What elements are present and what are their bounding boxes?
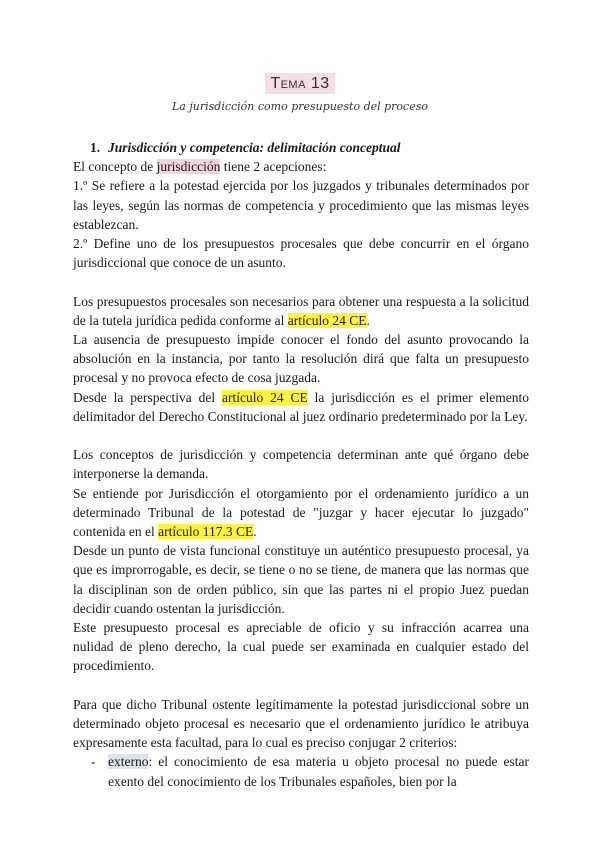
document-body bbox=[73, 138, 529, 791]
text-run: Desde la perspectiva del bbox=[73, 389, 222, 405]
paragraph-funcional: Desde un punto de vista funcional constituye un auténtico presupuesto procesal, ya que es improrrogable, es decir, se tiene o no se tiene, de manera que las normas que la disciplinan son de orden público, sin que las partes ni el propio Juez puedan decidir cuando ostentan la jurisdicción. bbox=[73, 543, 529, 616]
page-title: Tema 13 bbox=[265, 73, 334, 94]
list-item-externo bbox=[73, 752, 529, 790]
highlight-articulo-24: artículo 24 CE bbox=[221, 389, 308, 405]
page-subtitle: La jurisdicción como presupuesto del proceso bbox=[172, 100, 428, 113]
paragraph-perspectiva bbox=[73, 388, 529, 426]
paragraph-gap bbox=[73, 676, 529, 695]
section-heading bbox=[90, 138, 529, 157]
text-run: Los presupuestos procesales son necesarios para obtener una respuesta a la solicitud de la tutela jurídica pedida conforme al bbox=[73, 293, 529, 328]
highlight-externo: externo bbox=[108, 754, 149, 770]
paragraph-gap bbox=[73, 426, 529, 445]
highlight-articulo-24: artículo 24 CE bbox=[287, 312, 367, 328]
paragraph-gap bbox=[73, 272, 529, 291]
paragraph-criterios: Para que dicho Tribunal ostente legítimamente la potestad jurisdiccional sobre un determinado objeto procesal es necesario que el ordenamiento jurídico le atribuya expresamente esta facultad, para lo cual es preciso conjugar 2 criterios: bbox=[73, 696, 529, 751]
text-run: El concepto de bbox=[73, 159, 157, 175]
text-run: Se entiende por Jurisdicción el otorgamiento por el ordenamiento jurídico a un determinado Tribunal de la potestad de "juzgar y hacer ejecutar lo juzgado" contenida en el bbox=[73, 485, 529, 540]
text-run: . bbox=[253, 524, 257, 540]
text-run: tiene 2 acepciones: bbox=[220, 159, 327, 175]
paragraph-presupuestos bbox=[73, 292, 529, 330]
highlight-jurisdiccion: jurisdicción bbox=[156, 159, 221, 175]
section-number: 1. bbox=[90, 140, 101, 155]
paragraph-oficio: Este presupuesto procesal es apreciable de oficio y su infracción acarrea una nulidad de pleno derecho, la cual puede ser examinada en cualquier estado del procedimiento. bbox=[73, 620, 529, 674]
paragraph-concepto bbox=[73, 157, 529, 176]
bullet-dash: - bbox=[91, 754, 96, 770]
paragraph-ausencia: La ausencia de presupuesto impide conocer el fondo del asunto provocando la absolución en la instancia, por tanto la resolución dirá que falta un presupuesto procesal y no provoca efecto de cosa juzgada. bbox=[73, 332, 529, 386]
paragraph-acepcion-1: 1.º Se refiere a la potestad ejercida por los juzgados y tribunales determinados por las leyes, según las normas de competencia y procedimiento que las mismas leyes establezcan. bbox=[73, 178, 529, 232]
text-run: : el conocimiento de esa materia u objeto procesal no puede estar exento del conocimiento de los Tribunales españoles, bien por la bbox=[108, 754, 529, 789]
section-heading-text: Jurisdicción y competencia: delimitación conceptual bbox=[108, 140, 401, 155]
paragraph-entiende bbox=[73, 484, 529, 542]
highlight-articulo-117: artículo 117.3 CE bbox=[158, 524, 254, 540]
paragraph-acepcion-2: 2.º Define uno de los presupuestos procesales que debe concurrir en el órgano jurisdiccional que conoce de un asunto. bbox=[73, 236, 529, 271]
paragraph-conceptos: Los conceptos de jurisdicción y competencia determinan ante qué órgano debe interponerse la demanda. bbox=[73, 447, 529, 482]
text-run: . bbox=[366, 312, 370, 328]
title-block bbox=[0, 73, 600, 94]
text-run: la jurisdicción es el primer elemento delimitador del Derecho Constitucional al juez ordinario predeterminado por la Ley. bbox=[73, 389, 529, 424]
